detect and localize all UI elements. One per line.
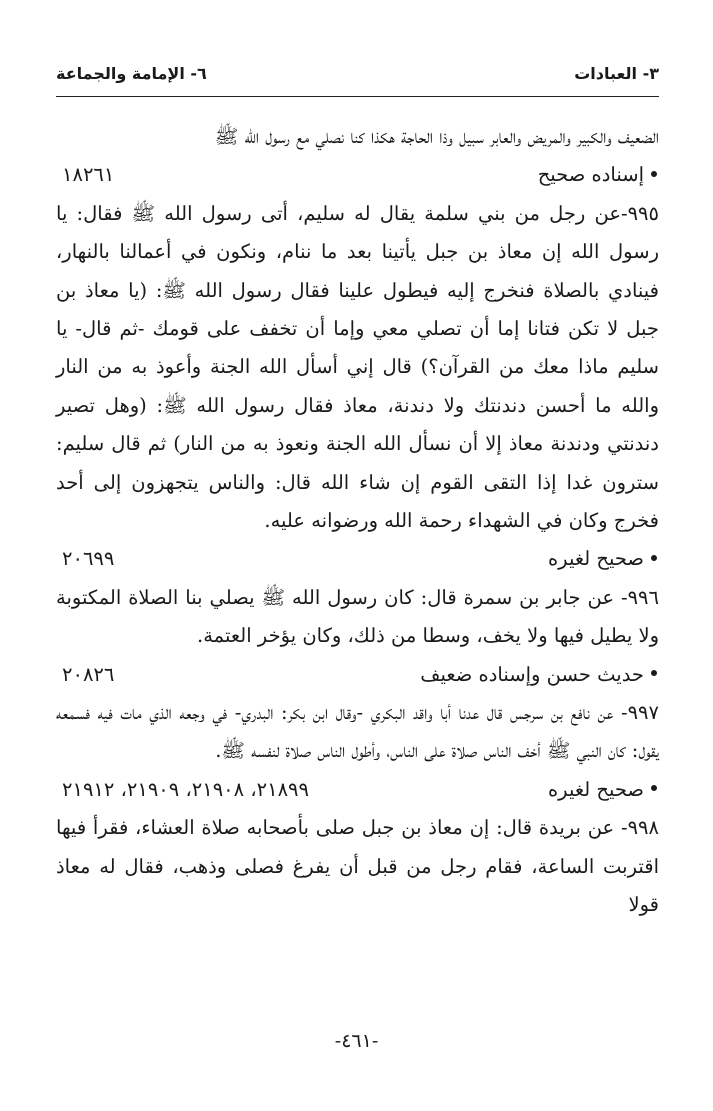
hadith-reference-numbers: ٢٠٦٩٩	[62, 547, 115, 571]
hadith-paragraph: ٩٩٦- عن جابر بن سمرة قال: كان رسول الله ﷺ يصلي بنا الصلاة المكتوبة ولا يطيل فيها ولا يخف، وسطا من ذلك، وكان يؤخر العتمة.	[56, 585, 659, 648]
section-title: ٦- الإمامة والجماعة	[56, 63, 207, 83]
header-divider	[56, 96, 659, 97]
grading-text: حديث حسن وإسناده ضعيف	[420, 662, 644, 686]
hadith-reference-numbers: ٢١٨٩٩، ٢١٩٠٨، ٢١٩٠٩، ٢١٩١٢	[62, 777, 309, 801]
grading-line	[56, 656, 659, 694]
hadith-paragraph: ٩٩٥-عن رجل من بني سلمة يقال له سليم، أتى رسول الله ﷺ فقال: يا رسول الله إن معاذ بن جبل يأتينا بعد ما ننام، ونكون في أعمالنا بالنهار، فينادي بالصلاة فنخرج إليه فيطول علينا فقال رسول الله ﷺ: (يا معاذ بن جبل لا تكن فتانا إما أن تصلي معي وإما أن تخفف على قومك -ثم قال- يا سليم ماذا معك من القرآن؟) قال إني أسأل الله الجنة وأعوذ به من النار والله ما أحسن دندنتك ولا دندنة، معاذ فقال رسول الله ﷺ: (وهل تصير دندنتي ودندنة معاذ إلا أن نسأل الله الجنة ونعوذ به من النار) ثم قال سليم: سترون غدا إذا التقى القوم إن شاء الله قال: والناس يتجهزون إلى أحد فخرج وكان في الشهداء رحمة الله ورضوانه عليه.	[56, 201, 659, 533]
grading-text: صحيح لغيره	[547, 777, 644, 801]
bullet-icon	[651, 785, 657, 791]
hadith-paragraph: الضعيف والكبير والمريض والعابر سبيل وذا الحاجة هكذا كنا نصلي مع رسول الله ﷺ	[214, 125, 659, 148]
hadith-paragraph: ٩٩٧- عن نافع بن سرجس قال عدنا أبا واقد البكري -وقال ابن بكر: البدري- في وجعه الذي مات فيه فسمعه يقول: كان النبي ﷺ أخف الناس صلاة على الناس، وأطول الناس صلاة لنفسه ﷺ.	[56, 701, 659, 763]
hadith-reference-numbers: ١٨٢٦١	[62, 163, 115, 187]
grading-line	[56, 156, 659, 194]
page-number: -٤٦١-	[334, 1030, 379, 1052]
bullet-icon	[651, 670, 657, 676]
hadith-reference-numbers: ٢٠٨٢٦	[62, 662, 115, 686]
grading-line	[56, 771, 659, 809]
chapter-title: ٣- العبادات	[574, 63, 659, 83]
running-header	[56, 58, 659, 88]
grading-text: إسناده صحيح	[537, 163, 644, 187]
bullet-icon	[651, 555, 657, 561]
grading-line	[56, 540, 659, 578]
grading-text: صحيح لغيره	[547, 547, 644, 571]
hadith-paragraph: ٩٩٨- عن بريدة قال: إن معاذ بن جبل صلى بأصحابه صلاة العشاء، فقرأ فيها اقتربت الساعة، فقام رجل من قبل أن يفرغ فصلى وذهب، فقال له معاذ قولا	[56, 816, 659, 917]
page-body	[56, 118, 659, 924]
bullet-icon	[651, 171, 657, 177]
